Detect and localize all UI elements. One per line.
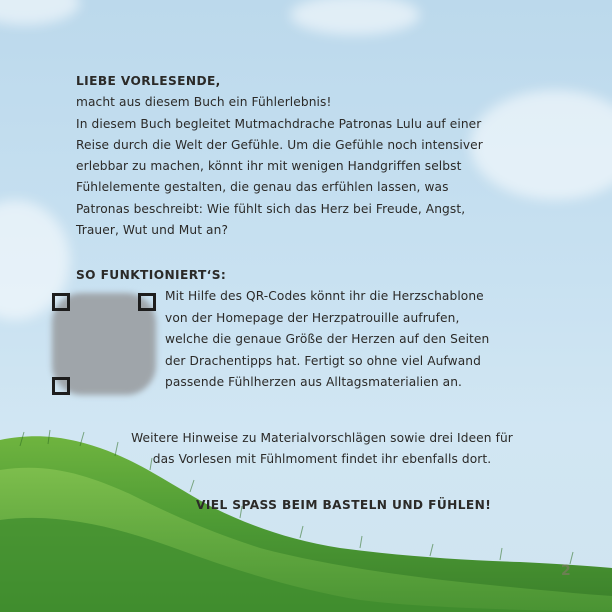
intro-line: erlebbar zu machen, könnt ihr mit wenigen Handgriffen selbst: [76, 159, 462, 174]
qr-corner-marker: [52, 377, 70, 395]
howto-line: passende Fühlherzen aus Alltagsmaterialien an.: [165, 375, 463, 389]
intro-line: Patronas beschreibt: Wie fühlt sich das Herz bei Freude, Angst,: [76, 201, 466, 216]
qr-code[interactable]: [52, 293, 156, 395]
howto-line: Mit Hilfe des QR-Codes könnt ihr die Herzschablone: [165, 289, 484, 303]
hints-line: das Vorlesen mit Fühlmoment findet ihr ebenfalls dort.: [152, 452, 492, 467]
howto-line: von der Homepage der Herzpatrouille aufrufen,: [165, 310, 460, 325]
intro-line: Trauer, Wut und Mut an?: [76, 223, 229, 238]
qr-corner-marker: [138, 293, 156, 311]
qr-corner-marker: [52, 293, 70, 311]
hints-line: Weitere Hinweise zu Materialvorschlägen sowie drei Ideen für: [131, 431, 513, 445]
intro-section: [76, 71, 546, 241]
intro-line: In diesem Buch begleitet Mutmachdrache Patronas Lulu auf einer: [76, 116, 482, 131]
intro-line: macht aus diesem Buch ein Fühlerlebnis!: [76, 95, 332, 110]
howto-line: der Drachentipps hat. Fertigt so ohne viel Aufwand: [165, 353, 481, 368]
howto-section: [165, 286, 545, 394]
closing-line: VIEL SPASS BEIM BASTELN UND FÜHLEN!: [196, 498, 492, 512]
page-number: 2: [561, 563, 571, 579]
hints-section: [112, 428, 532, 471]
howto-line: welche die genaue Größe der Herzen auf den Seiten: [165, 332, 490, 346]
intro-line: Fühlelemente gestalten, die genau das erfühlen lassen, was: [76, 180, 449, 195]
howto-heading: SO FUNKTIONIERT‘S:: [76, 268, 227, 282]
intro-line: Reise durch die Welt der Gefühle. Um die Gefühle noch intensiver: [76, 137, 483, 152]
intro-heading: LIEBE VORLESENDE,: [76, 74, 221, 88]
